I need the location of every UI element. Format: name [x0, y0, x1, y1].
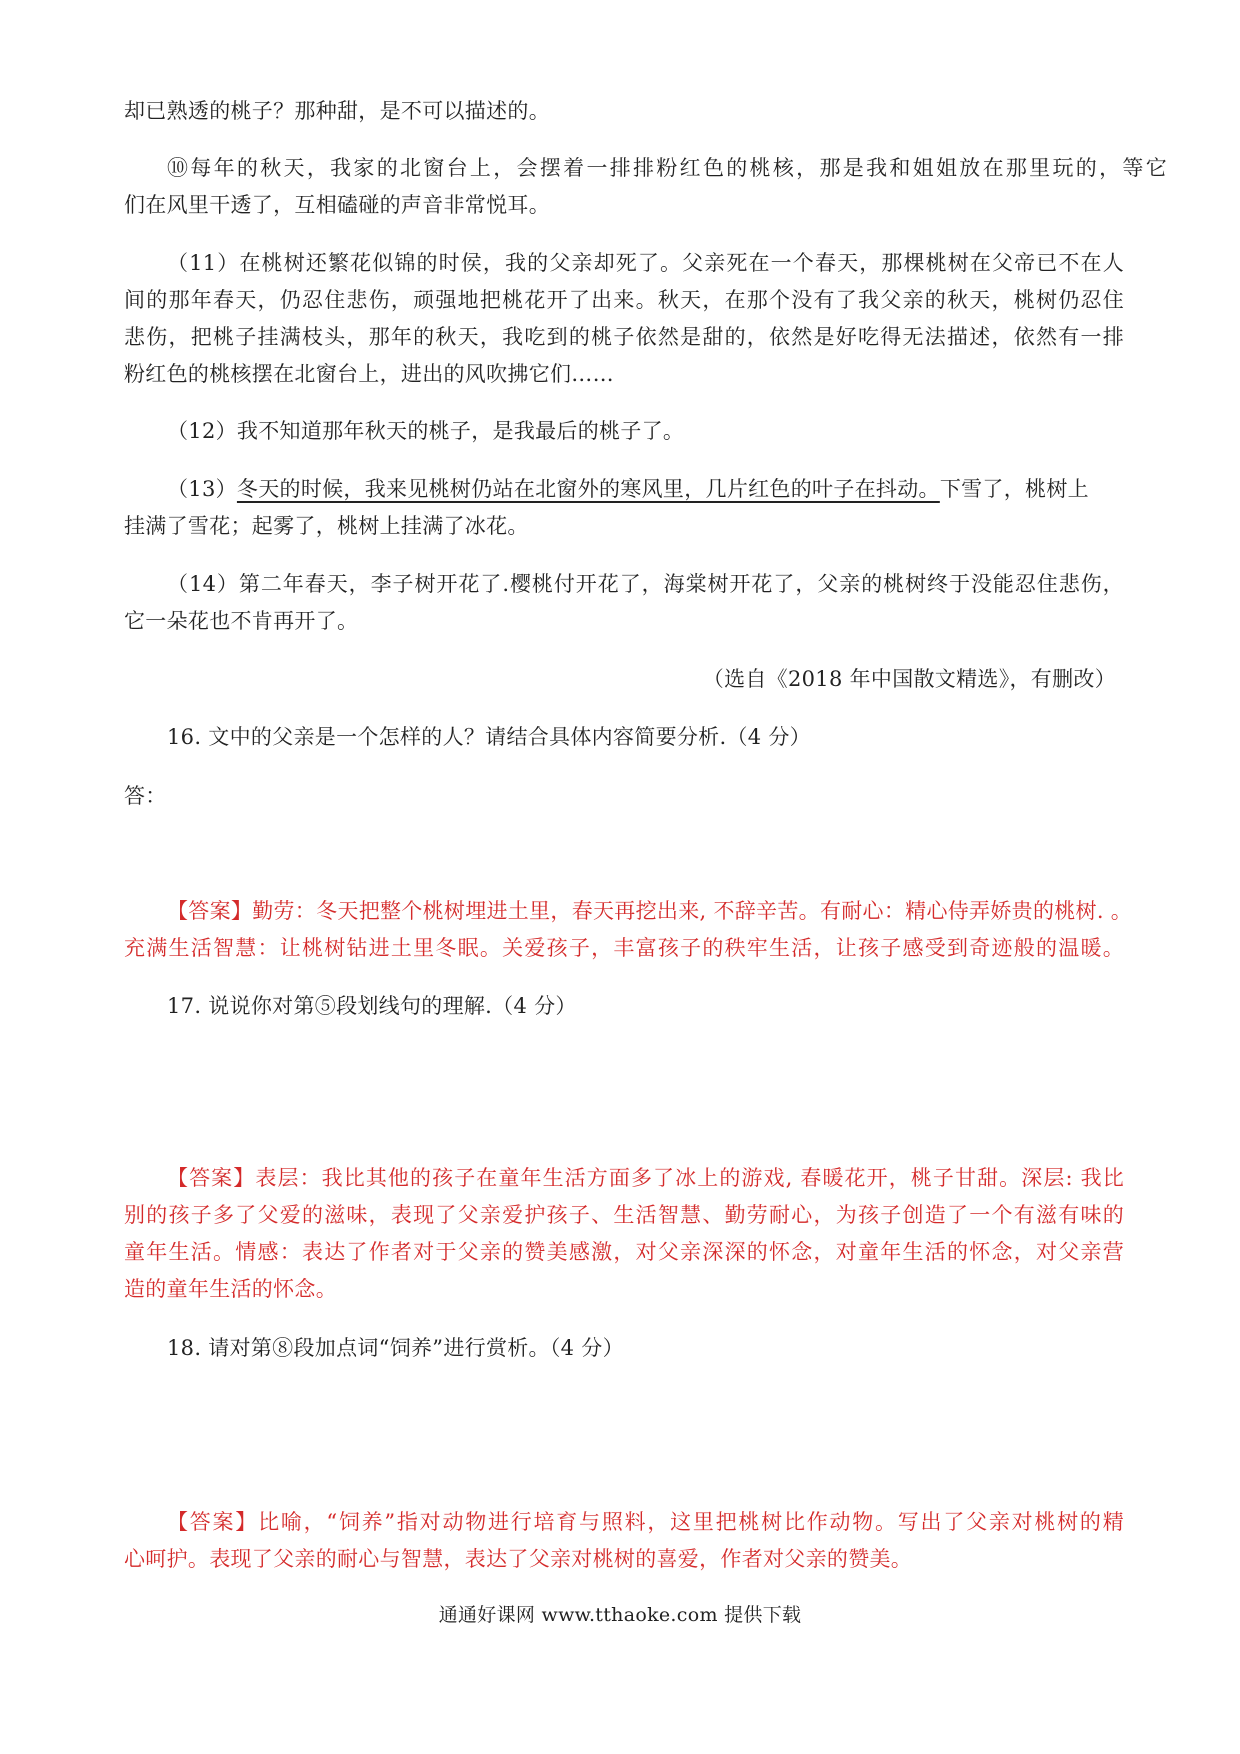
- question-16: 16. 文中的父亲是一个怎样的人？请结合具体内容简要分析.（4 分）: [167, 725, 811, 749]
- answer-18-line-1: 【答案】比喻，“饲养”指对动物进行培育与照料，这里把桃树比作动物。写出了父亲对桃树的精: [167, 1510, 1124, 1534]
- question-17: 17. 说说你对第⑤段划线句的理解.（4 分）: [167, 994, 577, 1018]
- answer-16-line-2: 充满生活智慧：让桃树钻进土里冬眠。关爱孩子，丰富孩子的秩牢生活，让孩子感受到奇迹般的温暖。: [124, 936, 1124, 960]
- para-11-line-4: 粉红色的桃核摆在北窗台上，进出的风吹拂它们……: [124, 362, 614, 386]
- para-12: （12）我不知道那年秋天的桃子，是我最后的桃子了。: [167, 419, 685, 443]
- answer-17-line-4: 造的童年生活的怀念。: [124, 1277, 337, 1301]
- para-10-line-2: 们在风里干透了，互相磕碰的声音非常悦耳。: [124, 193, 550, 217]
- para-14-line-1: （14）第二年春天，李子树开花了.樱桃付开花了，海棠树开花了，父亲的桃树终于没能忍住悲伤，: [167, 572, 1124, 596]
- para-11-line-1: （11）在桃树还繁花似锦的时侯，我的父亲却死了。父亲死在一个春天，那棵桃树在父帝已不在人: [167, 251, 1124, 275]
- para-10-line-1: ⑩每年的秋天，我家的北窗台上，会摆着一排排粉红色的桃核，那是我和姐姐放在那里玩的，等它: [167, 156, 1167, 180]
- para-14-line-2: 它一朵花也不肯再开了。: [124, 609, 359, 633]
- underlined-sentence: 冬天的时候，我来见桃树仍站在北窗外的寒风里，几片红色的叶子在抖动。: [236, 477, 940, 501]
- answer-label: 答：: [124, 784, 167, 808]
- para-13-prefix: （13）: [167, 477, 237, 501]
- para-13-line-2: 挂满了雪花；起雾了，桃树上挂满了冰花。: [124, 514, 529, 538]
- answer-17-line-3: 童年生活。情感：表达了作者对于父亲的赞美感激，对父亲深深的怀念，对童年生活的怀念，对父亲营: [124, 1240, 1124, 1264]
- source-citation: （选自《2018 年中国散文精选》，有删改）: [702, 667, 1116, 691]
- para-13-line-1: [167, 474, 1167, 504]
- para-9-end: 却已熟透的桃子？那种甜，是不可以描述的。: [124, 99, 550, 123]
- answer-17-line-1: 【答案】表层：我比其他的孩子在童年生活方面多了冰上的游戏, 春暖花开，桃子甘甜。深层: 我比: [167, 1166, 1124, 1190]
- question-18: 18. 请对第⑧段加点词“饲养”进行赏析。（4 分）: [167, 1336, 624, 1360]
- answer-16-line-1: 【答案】勤劳：冬天把整个桃树埋进土里，春天再挖出来, 不辞辛苦。有耐心：精心侍弄娇贵的桃树. 。: [167, 899, 1133, 923]
- para-11-line-2: 间的那年春天，仍忍住悲伤，顽强地把桃花开了出来。秋天，在那个没有了我父亲的秋天，桃树仍忍住: [124, 288, 1124, 312]
- answer-18-line-2: 心呵护。表现了父亲的耐心与智慧，表达了父亲对桃树的喜爱，作者对父亲的赞美。: [124, 1547, 913, 1571]
- answer-17-line-2: 别的孩子多了父爱的滋味，表现了父亲爱护孩子、生活智慧、勤劳耐心，为孩子创造了一个有滋有味的: [124, 1203, 1124, 1227]
- para-13-rest: 下雪了，桃树上: [939, 477, 1089, 501]
- page-footer: 通通好课网 www.tthaoke.com 提供下载: [438, 1604, 802, 1626]
- para-11-line-3: 悲伤，把桃子挂满枝头，那年的秋天，我吃到的桃子依然是甜的，依然是好吃得无法描述，依然有一排: [124, 325, 1124, 349]
